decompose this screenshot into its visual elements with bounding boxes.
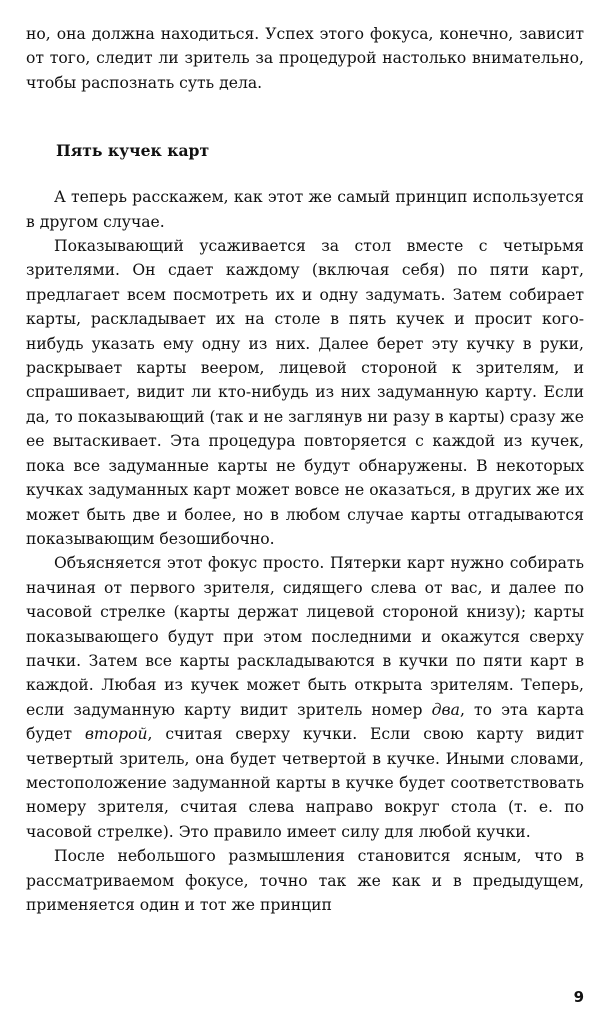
book-page xyxy=(26,22,584,917)
paragraph-1: А теперь расскажем, как этот же самый принцип используется в другом случае. xyxy=(26,188,584,231)
section-title: Пять кучек карт xyxy=(56,141,210,161)
paragraph-4: После небольшого размышления становится ясным, что в рассматриваемом фокусе, точно так же как и в предыдущем, применяется один и тот же принцип xyxy=(26,847,584,914)
paragraph-3-italic-1: два xyxy=(431,700,460,719)
paragraph-3 xyxy=(26,551,584,844)
paragraph-2: Показывающий усаживается за стол вместе с четырьмя зрителями. Он сдает каждому (включая себя) по пяти карт, предлагает всем посмотреть их и одну задумать. Затем собирает карты, раскладывает их на столе в пять кучек и просит кого-нибудь указать ему одну из них. Далее берет эту кучку в руки, раскрывает карты веером, лицевой стороной к зрителям, и спрашивает, видит ли кто-нибудь из них задуманную карту. Если да, то показывающий (так и не заглянув ни разу в карты) сразу же ее вытаскивает. Эта процедура повторяется с каждой из кучек, пока все задуманные карты не будут обнаружены. В некоторых кучках задуманных карт может вовсе не оказаться, в других же их может быть две и более, но в любом случае карты отгадываются показывающим безошибочно. xyxy=(26,237,584,548)
paragraph-3-italic-2: второй xyxy=(84,725,148,744)
paragraph-3-text-1: Объясняется этот фокус просто. Пятерки карт нужно собирать начиная от первого зрителя, сидящего слева от вас, и далее по часовой стрелке (карты держат лицевой стороной книзу); карты показывающего будут при этом последними и окажутся сверху пачки. Затем все карты раскладываются в кучки по пяти карт в каждой. Любая из кучек может быть открыта зрителям. Теперь, если задуманную карту видит зритель номер xyxy=(26,554,584,719)
paragraph-3-text-2: , то эта карта будет xyxy=(26,700,585,744)
intro-paragraph: но, она должна находиться. Успех этого фокуса, конечно, зависит от того, следит ли зритель за процедурой настолько внимательно, чтобы распознать суть дела. xyxy=(26,25,584,92)
page-number: 9 xyxy=(573,988,584,1006)
paragraph-3-text-3: , считая сверху кучки. Если свою карту видит четвертый зритель, она будет четвертой в кучке. Иными словами, местоположение задуманной карты в кучке будет соответствовать номеру зрителя, считая слева направо вокруг стола (т. е. по часовой стрелке). Это правило имеет силу для любой кучки. xyxy=(26,725,584,841)
